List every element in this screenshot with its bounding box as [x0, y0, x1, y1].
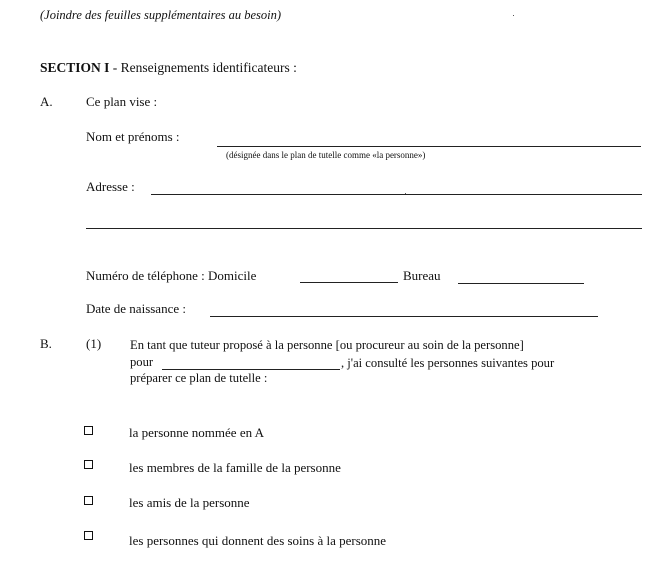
- checkbox-amis[interactable]: [84, 496, 93, 505]
- option-label-amis: les amis de la personne: [129, 495, 250, 510]
- part-b-line3: préparer ce plan de tutelle :: [130, 371, 268, 385]
- address-line-1[interactable]: [151, 194, 642, 195]
- part-b-line1: En tant que tuteur proposé à la personne [ou procureur au soin de la personne]: [130, 338, 524, 352]
- part-a-letter: A.: [40, 94, 53, 109]
- dob-label: Date de naissance :: [86, 301, 186, 316]
- part-b-letter: B.: [40, 336, 52, 351]
- name-caption: (désignée dans le plan de tutelle comme «la personne»): [226, 150, 426, 160]
- address-label: Adresse :: [86, 179, 135, 194]
- checkbox-soignants[interactable]: [84, 531, 93, 540]
- name-label: Nom et prénoms :: [86, 129, 180, 144]
- part-a-intro: Ce plan vise :: [86, 94, 158, 109]
- header-note: (Joindre des feuilles supplémentaires au besoin): [40, 8, 282, 22]
- part-b-number: (1): [86, 336, 102, 351]
- dob-line[interactable]: [210, 316, 598, 317]
- section-heading: [40, 61, 297, 75]
- option-label-famille: les membres de la famille de la personne: [129, 460, 341, 475]
- section-subtitle: - Renseignements identificateurs :: [112, 60, 297, 75]
- checkbox-famille[interactable]: [84, 460, 93, 469]
- address-line-2[interactable]: [86, 228, 642, 229]
- section-title: SECTION I: [40, 60, 110, 75]
- phone-office-line[interactable]: [458, 283, 584, 284]
- option-label-soignants: les personnes qui donnent des soins à la personne: [129, 533, 387, 548]
- phone-home-line[interactable]: [300, 282, 398, 283]
- checkbox-personne[interactable]: [84, 426, 93, 435]
- phone-office-label: Bureau: [403, 268, 441, 283]
- phone-label: Numéro de téléphone : Domicile: [86, 268, 257, 283]
- pour-field-line[interactable]: [162, 369, 340, 370]
- scan-speck: [513, 15, 514, 16]
- part-b-line2-start: pour: [130, 355, 154, 369]
- option-label-personne: la personne nommée en A: [129, 425, 265, 440]
- part-b-line2-end: , j'ai consulté les personnes suivantes pour: [341, 356, 555, 370]
- name-field-line[interactable]: [217, 146, 641, 147]
